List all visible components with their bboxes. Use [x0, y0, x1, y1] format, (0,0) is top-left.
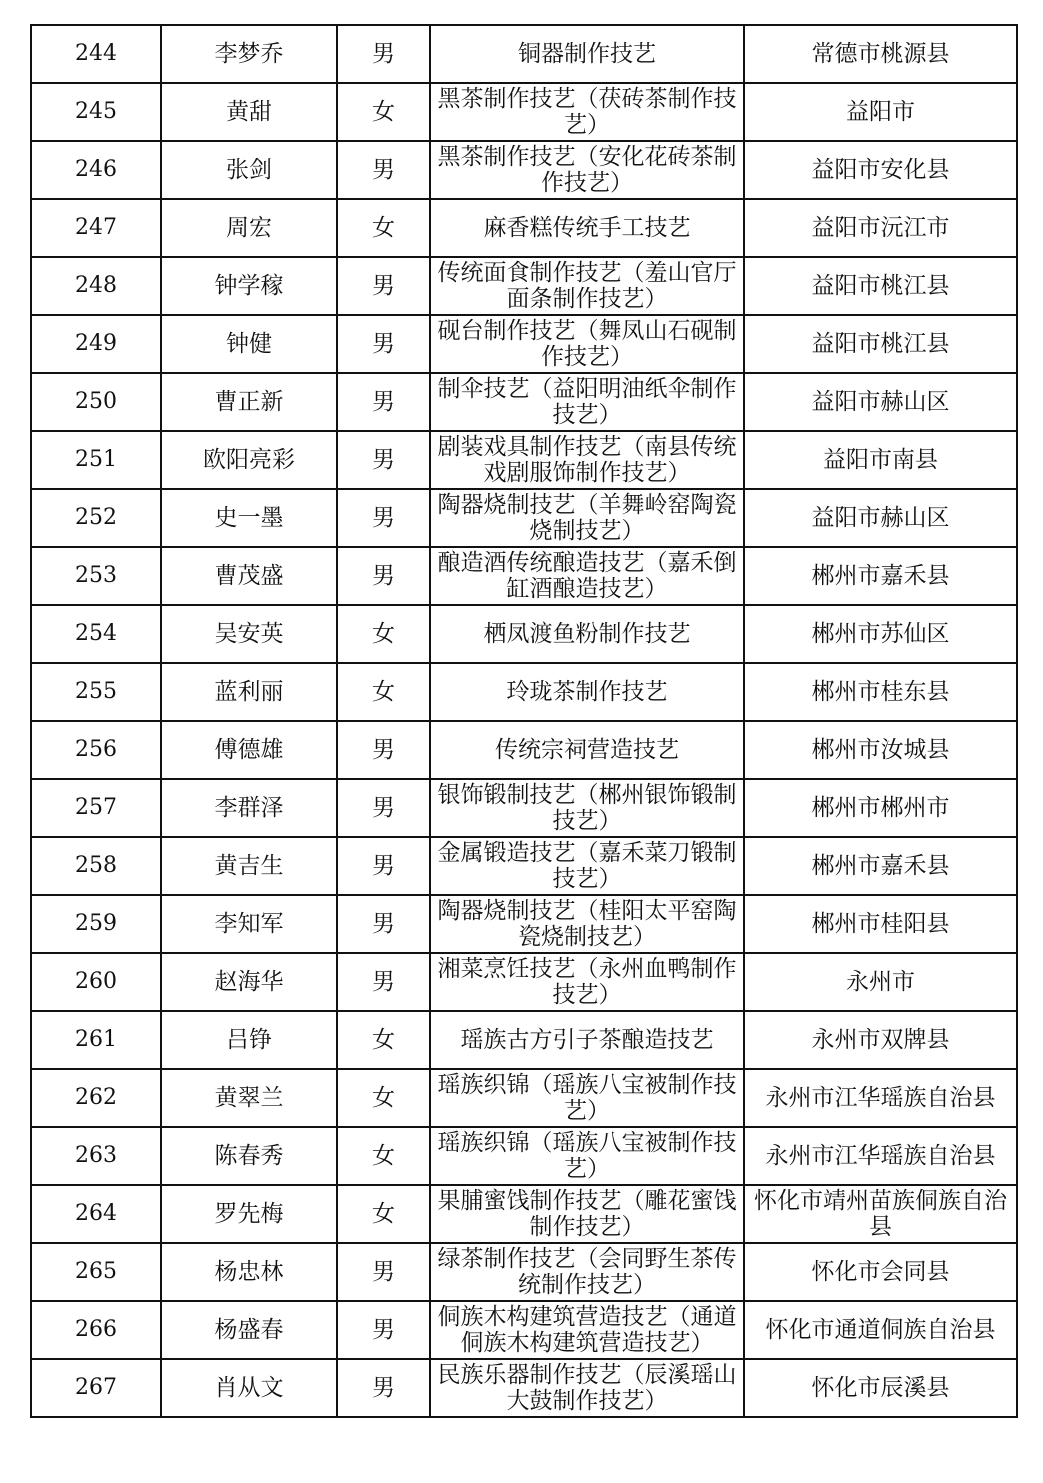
- region-cell: 郴州市汝城县: [744, 721, 1017, 779]
- craft-cell: 陶器烧制技艺（羊舞岭窑陶瓷烧制技艺）: [430, 489, 744, 547]
- table-row: [31, 431, 1017, 489]
- table-row: [31, 1243, 1017, 1301]
- craft-cell: 铜器制作技艺: [430, 25, 744, 83]
- gender-cell: 男: [337, 721, 430, 779]
- table-row: [31, 257, 1017, 315]
- region-cell: 益阳市南县: [744, 431, 1017, 489]
- table-row: [31, 547, 1017, 605]
- craft-cell: 麻香糕传统手工技艺: [430, 199, 744, 257]
- table-row: [31, 315, 1017, 373]
- gender-cell: 男: [337, 489, 430, 547]
- craft-cell: 绿茶制作技艺（会同野生茶传统制作技艺）: [430, 1243, 744, 1301]
- table-row: [31, 141, 1017, 199]
- gender-cell: 男: [337, 1301, 430, 1359]
- row-number-cell: 265: [31, 1243, 161, 1301]
- table-row: [31, 663, 1017, 721]
- name-cell: 赵海华: [161, 953, 337, 1011]
- region-cell: 怀化市会同县: [744, 1243, 1017, 1301]
- name-cell: 李梦乔: [161, 25, 337, 83]
- gender-cell: 男: [337, 141, 430, 199]
- table-row: [31, 1011, 1017, 1069]
- gender-cell: 男: [337, 953, 430, 1011]
- craft-cell: 传统宗祠营造技艺: [430, 721, 744, 779]
- gender-cell: 女: [337, 663, 430, 721]
- gender-cell: 男: [337, 895, 430, 953]
- craft-cell: 传统面食制作技艺（羞山官厅面条制作技艺）: [430, 257, 744, 315]
- name-cell: 罗先梅: [161, 1185, 337, 1243]
- craft-cell: 金属锻造技艺（嘉禾菜刀锻制技艺）: [430, 837, 744, 895]
- craft-cell: 瑶族古方引子茶酿造技艺: [430, 1011, 744, 1069]
- table-row: [31, 373, 1017, 431]
- table-row: [31, 779, 1017, 837]
- region-cell: 益阳市桃江县: [744, 257, 1017, 315]
- name-cell: 周宏: [161, 199, 337, 257]
- name-cell: 曹茂盛: [161, 547, 337, 605]
- name-cell: 杨忠林: [161, 1243, 337, 1301]
- row-number-cell: 252: [31, 489, 161, 547]
- name-cell: 钟学稼: [161, 257, 337, 315]
- region-cell: 郴州市郴州市: [744, 779, 1017, 837]
- table-row: [31, 837, 1017, 895]
- region-cell: 永州市江华瑶族自治县: [744, 1127, 1017, 1185]
- region-cell: 怀化市通道侗族自治县: [744, 1301, 1017, 1359]
- name-cell: 杨盛春: [161, 1301, 337, 1359]
- craft-cell: 瑶族织锦（瑶族八宝被制作技艺）: [430, 1127, 744, 1185]
- region-cell: 永州市江华瑶族自治县: [744, 1069, 1017, 1127]
- gender-cell: 女: [337, 1011, 430, 1069]
- craft-cell: 黑茶制作技艺（茯砖茶制作技艺）: [430, 83, 744, 141]
- craft-cell: 剧装戏具制作技艺（南县传统戏剧服饰制作技艺）: [430, 431, 744, 489]
- gender-cell: 男: [337, 373, 430, 431]
- row-number-cell: 245: [31, 83, 161, 141]
- table-row: [31, 895, 1017, 953]
- table-row: [31, 721, 1017, 779]
- table-row: [31, 83, 1017, 141]
- row-number-cell: 253: [31, 547, 161, 605]
- name-cell: 蓝利丽: [161, 663, 337, 721]
- table-row: [31, 1185, 1017, 1243]
- row-number-cell: 248: [31, 257, 161, 315]
- name-cell: 肖从文: [161, 1359, 337, 1417]
- table-row: [31, 1301, 1017, 1359]
- gender-cell: 男: [337, 257, 430, 315]
- gender-cell: 男: [337, 1359, 430, 1417]
- row-number-cell: 266: [31, 1301, 161, 1359]
- craft-cell: 酿造酒传统酿造技艺（嘉禾倒缸酒酿造技艺）: [430, 547, 744, 605]
- gender-cell: 女: [337, 1127, 430, 1185]
- gender-cell: 男: [337, 837, 430, 895]
- name-cell: 史一墨: [161, 489, 337, 547]
- craft-cell: 湘菜烹饪技艺（永州血鸭制作技艺）: [430, 953, 744, 1011]
- row-number-cell: 257: [31, 779, 161, 837]
- gender-cell: 女: [337, 199, 430, 257]
- row-number-cell: 244: [31, 25, 161, 83]
- table-row: [31, 1359, 1017, 1417]
- name-cell: 李知军: [161, 895, 337, 953]
- gender-cell: 女: [337, 1069, 430, 1127]
- region-cell: 益阳市安化县: [744, 141, 1017, 199]
- row-number-cell: 250: [31, 373, 161, 431]
- row-number-cell: 263: [31, 1127, 161, 1185]
- gender-cell: 男: [337, 431, 430, 489]
- table-row: [31, 1127, 1017, 1185]
- craft-cell: 银饰锻制技艺（郴州银饰锻制技艺）: [430, 779, 744, 837]
- region-cell: 郴州市嘉禾县: [744, 837, 1017, 895]
- row-number-cell: 254: [31, 605, 161, 663]
- row-number-cell: 246: [31, 141, 161, 199]
- name-cell: 陈春秀: [161, 1127, 337, 1185]
- row-number-cell: 259: [31, 895, 161, 953]
- row-number-cell: 262: [31, 1069, 161, 1127]
- region-cell: 永州市双牌县: [744, 1011, 1017, 1069]
- table-row: [31, 199, 1017, 257]
- name-cell: 黄甜: [161, 83, 337, 141]
- name-cell: 钟健: [161, 315, 337, 373]
- region-cell: 益阳市沅江市: [744, 199, 1017, 257]
- gender-cell: 男: [337, 547, 430, 605]
- row-number-cell: 255: [31, 663, 161, 721]
- row-number-cell: 258: [31, 837, 161, 895]
- craft-cell: 瑶族织锦（瑶族八宝被制作技艺）: [430, 1069, 744, 1127]
- row-number-cell: 267: [31, 1359, 161, 1417]
- table-row: [31, 605, 1017, 663]
- gender-cell: 男: [337, 315, 430, 373]
- row-number-cell: 249: [31, 315, 161, 373]
- gender-cell: 女: [337, 605, 430, 663]
- region-cell: 郴州市苏仙区: [744, 605, 1017, 663]
- gender-cell: 男: [337, 779, 430, 837]
- craft-cell: 玲珑茶制作技艺: [430, 663, 744, 721]
- region-cell: 常德市桃源县: [744, 25, 1017, 83]
- craft-cell: 民族乐器制作技艺（辰溪瑶山大鼓制作技艺）: [430, 1359, 744, 1417]
- craft-cell: 果脯蜜饯制作技艺（雕花蜜饯制作技艺）: [430, 1185, 744, 1243]
- craft-cell: 黑茶制作技艺（安化花砖茶制作技艺）: [430, 141, 744, 199]
- name-cell: 黄吉生: [161, 837, 337, 895]
- gender-cell: 男: [337, 1243, 430, 1301]
- region-cell: 郴州市桂东县: [744, 663, 1017, 721]
- table-row: [31, 953, 1017, 1011]
- row-number-cell: 251: [31, 431, 161, 489]
- row-number-cell: 260: [31, 953, 161, 1011]
- gender-cell: 女: [337, 83, 430, 141]
- table-row: [31, 489, 1017, 547]
- gender-cell: 女: [337, 1185, 430, 1243]
- region-cell: 永州市: [744, 953, 1017, 1011]
- region-cell: 益阳市赫山区: [744, 373, 1017, 431]
- name-cell: 张剑: [161, 141, 337, 199]
- name-cell: 曹正新: [161, 373, 337, 431]
- name-cell: 吴安英: [161, 605, 337, 663]
- region-cell: 郴州市桂阳县: [744, 895, 1017, 953]
- name-cell: 傅德雄: [161, 721, 337, 779]
- craft-cell: 侗族木构建筑营造技艺（通道侗族木构建筑营造技艺）: [430, 1301, 744, 1359]
- craft-cell: 制伞技艺（益阳明油纸伞制作技艺）: [430, 373, 744, 431]
- name-cell: 欧阳亮彩: [161, 431, 337, 489]
- craft-cell: 砚台制作技艺（舞凤山石砚制作技艺）: [430, 315, 744, 373]
- inheritor-table-body: [31, 25, 1017, 1417]
- craft-cell: 陶器烧制技艺（桂阳太平窑陶瓷烧制技艺）: [430, 895, 744, 953]
- row-number-cell: 247: [31, 199, 161, 257]
- craft-cell: 栖凤渡鱼粉制作技艺: [430, 605, 744, 663]
- row-number-cell: 256: [31, 721, 161, 779]
- table-row: [31, 1069, 1017, 1127]
- inheritor-table: [30, 24, 1018, 1418]
- region-cell: 郴州市嘉禾县: [744, 547, 1017, 605]
- row-number-cell: 261: [31, 1011, 161, 1069]
- name-cell: 黄翠兰: [161, 1069, 337, 1127]
- region-cell: 益阳市桃江县: [744, 315, 1017, 373]
- name-cell: 李群泽: [161, 779, 337, 837]
- region-cell: 益阳市赫山区: [744, 489, 1017, 547]
- row-number-cell: 264: [31, 1185, 161, 1243]
- name-cell: 吕铮: [161, 1011, 337, 1069]
- table-row: [31, 25, 1017, 83]
- gender-cell: 男: [337, 25, 430, 83]
- region-cell: 怀化市靖州苗族侗族自治县: [744, 1185, 1017, 1243]
- region-cell: 怀化市辰溪县: [744, 1359, 1017, 1417]
- region-cell: 益阳市: [744, 83, 1017, 141]
